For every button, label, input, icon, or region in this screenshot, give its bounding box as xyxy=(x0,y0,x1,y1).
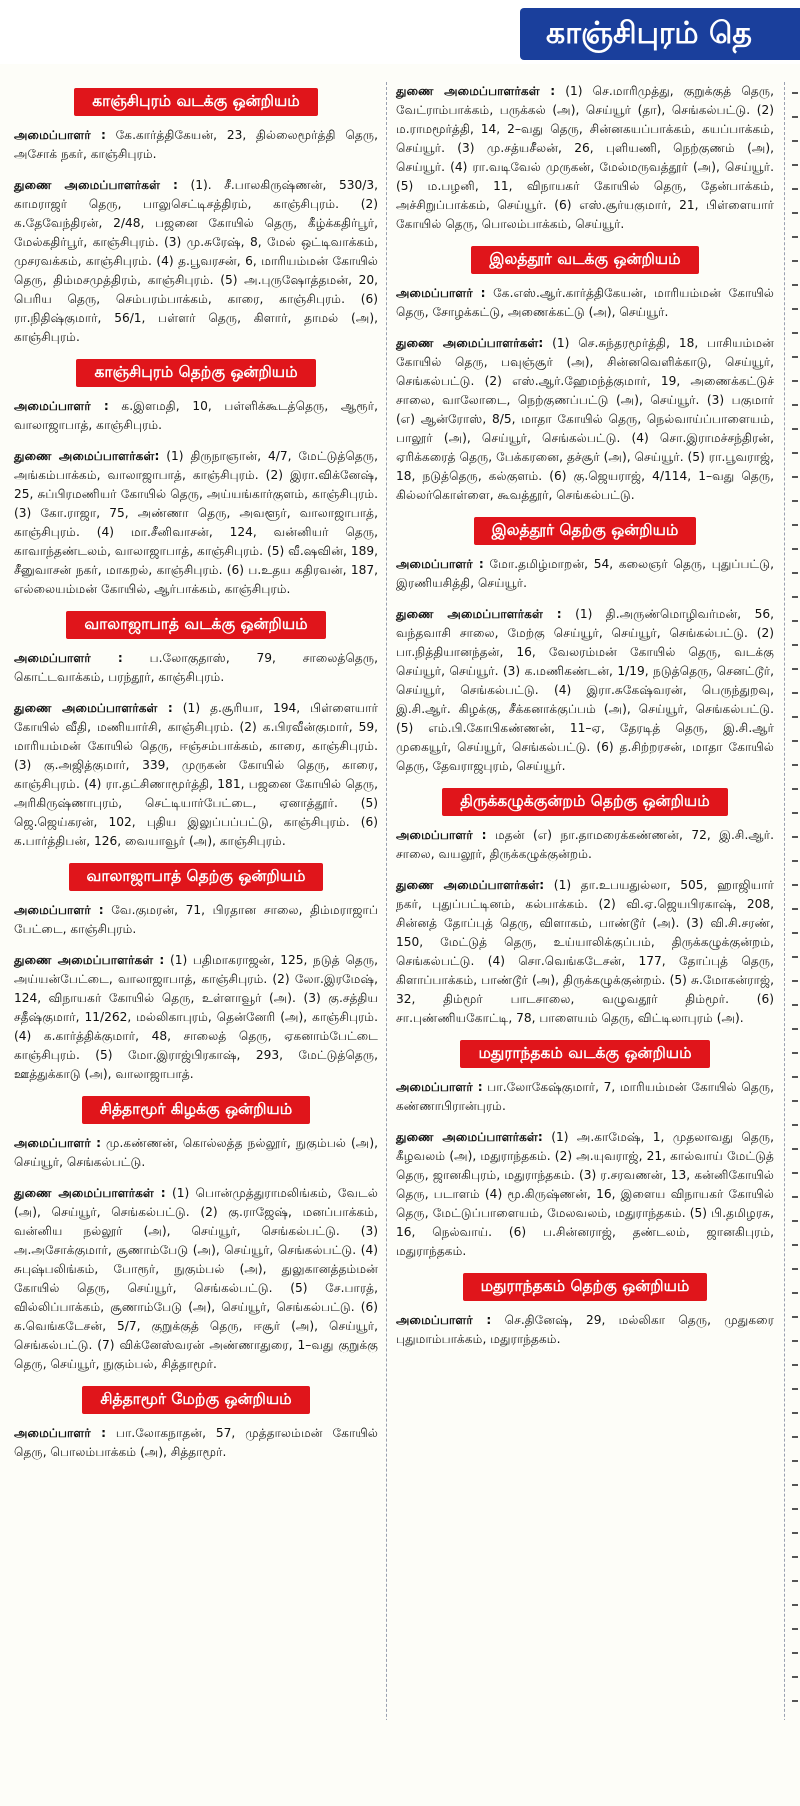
cropped-text-fragment xyxy=(792,1028,798,1030)
member-entry xyxy=(396,1078,774,1116)
section-heading-wrap xyxy=(10,1386,382,1414)
entry-label: அமைப்பாளர் : xyxy=(396,286,486,300)
cropped-text-fragment xyxy=(792,1316,798,1318)
cropped-text-fragment xyxy=(792,452,798,454)
cropped-text-fragment xyxy=(792,788,798,790)
cropped-text-fragment xyxy=(792,1412,798,1414)
page-banner xyxy=(0,0,800,64)
cropped-text-fragment xyxy=(792,1604,798,1606)
member-entry xyxy=(396,826,774,864)
entry-text: (1) பொன்முத்துராமலிங்கம், வேடல் (அ), செய்யூர், செங்கல்பட்டு. (2) கு.ராஜேஷ், மனப்பாக்கம், வன்னிய நல்லூர் (அ), செய்யூர், செங்கல்பட்டு. (3) அ.அசோக்குமார், சூணாம்பேடு (அ), செய்யூர், செங்கல்பட்டு. (4) சுபுஷ்பலிங்கம், போரூர், நுகும்பல் (அ), துலுகானத்தம்மன் கோயில் தெரு, செய்யூர், செங்கல்பட்டு. (5) சே.பாரத், வில்லிப்பாக்கம், சூணாம்பேடு (அ), செய்யூர், செங்கல்பட்டு. (6) க.வெங்கடேசன், 5/7, குறுக்குத் தெரு, ஈசூர் (அ), செய்யூர், செங்கல்பட்டு. (7) விக்னேஸ்வரன் அண்ணாதுரை, 1–வது குறுக்கு தெரு, செய்யூர், நுகும்பல், சித்தாமூர். xyxy=(14,1186,378,1371)
member-entry xyxy=(14,1424,378,1462)
cropped-text-fragment xyxy=(792,1484,798,1486)
entry-label: அமைப்பாளர் : xyxy=(396,1080,483,1094)
cropped-text-fragment xyxy=(792,380,798,382)
section-heading-wrap xyxy=(10,359,382,387)
section-heading: திருக்கழுக்குன்றம் தெற்கு ஒன்றியம் xyxy=(442,788,727,816)
cropped-text-fragment xyxy=(792,332,798,334)
section-heading-wrap xyxy=(10,863,382,891)
section-heading: இலத்தூர் தெற்கு ஒன்றியம் xyxy=(474,517,697,545)
cropped-text-fragment xyxy=(792,428,798,430)
cropped-text-fragment xyxy=(792,308,798,310)
section-heading: மதுராந்தகம் வடக்கு ஒன்றியம் xyxy=(460,1040,709,1068)
cropped-text-fragment xyxy=(792,740,798,742)
cropped-right-column xyxy=(790,82,800,1782)
cropped-text-fragment xyxy=(792,1268,798,1270)
entry-text: (1) செ.சுந்தரமூர்த்தி, 18, பாசியம்மன் கோயில் தெரு, பவுஞ்சூர் (அ), சின்னவெளிக்காடு, செய்யூர், செங்கல்பட்டு. (2) எஸ்.ஆர்.ஹேமந்த்குமார், 19, அணைக்கட்டுச் சாலை, வாலோடை, நெற்குணப்பட்டு (அ), செய்யூர். (3) பகுமார் (எ) ஆன்ரோஸ், 8/5, மாதா கோயில் தெரு, நெல்வாய்ப்பாளையம், பாலூர் (அ), செய்யூர், செங்கல்பட்டு. (4) சொ.இராமச்சந்திரன், ஏரிக்கரைத் தெரு, பேக்கரனை, தச்சூர் (அ), செய்யூர். (5) ரா.பூவராஜ், 18, நடுத்தெரு, கல்குளம். (6) கு.ஜெயராஜ், 4/114, 1–வது தெரு, கில்லர்கொள்ளை, கூவத்தூர், செங்கல்பட்டு. xyxy=(396,336,774,502)
section-heading: வாலாஜாபாத் வடக்கு ஒன்றியம் xyxy=(66,611,325,639)
cropped-text-fragment xyxy=(792,1292,798,1294)
middle-column xyxy=(392,82,778,1361)
entry-text: க.இளமதி, 10, பள்ளிக்கூடத்தெரு, ஆரூர், வாலாஜாபாத், காஞ்சிபுரம். xyxy=(14,399,379,432)
entry-label: அமைப்பாளர் : xyxy=(14,903,104,917)
cropped-text-fragment xyxy=(792,1004,798,1006)
entry-label: அமைப்பாளர் : xyxy=(396,1313,492,1327)
entry-label: துணை அமைப்பாளர்கள்: xyxy=(396,1130,543,1144)
member-entry xyxy=(396,1311,774,1349)
section-heading-wrap xyxy=(392,788,778,816)
cropped-text-fragment xyxy=(792,1076,798,1078)
cropped-text-fragment xyxy=(792,356,798,358)
cropped-text-fragment xyxy=(792,548,798,550)
page-bottom-margin xyxy=(0,1720,800,1806)
cropped-text-fragment xyxy=(792,980,798,982)
cropped-text-fragment xyxy=(792,1172,798,1174)
member-entry xyxy=(396,1128,774,1261)
cropped-text-fragment xyxy=(792,1700,798,1702)
member-entry xyxy=(14,176,378,347)
cropped-text-fragment xyxy=(792,212,798,214)
section-heading: இலத்தூர் வடக்கு ஒன்றியம் xyxy=(471,246,698,274)
entry-text: கே.எஸ்.ஆர்.கார்த்திகேயன், மாரியம்மன் கோயில் தெரு, சோழக்கட்டு, அணைக்கட்டு (அ), செய்யூர். xyxy=(396,286,775,319)
member-entry xyxy=(14,699,378,851)
cropped-text-fragment xyxy=(792,836,798,838)
cropped-text-fragment xyxy=(792,1244,798,1246)
cropped-text-fragment xyxy=(792,188,798,190)
entry-text: மு.கண்ணன், கொல்லத்த நல்லூர், நுகும்பல் (அ), செய்யூர், செங்கல்பட்டு. xyxy=(14,1136,378,1169)
cropped-text-fragment xyxy=(792,884,798,886)
cropped-text-fragment xyxy=(792,1532,798,1534)
entry-label: துணை அமைப்பாளர்கள் : xyxy=(14,701,173,715)
member-entry xyxy=(14,1134,378,1172)
entry-label: அமைப்பாளர் : xyxy=(14,128,106,142)
entry-label: அமைப்பாளர் : xyxy=(14,1426,106,1440)
entry-label: துணை அமைப்பாளர்கள் : xyxy=(396,607,562,621)
cropped-text-fragment xyxy=(792,1196,798,1198)
section-heading-wrap xyxy=(392,517,778,545)
member-entry xyxy=(14,397,378,435)
entry-text: பா.லோகேஷ்குமார், 7, மாரியம்மன் கோயில் தெரு, கண்ணாபிரான்புரம். xyxy=(396,1080,775,1113)
cropped-text-fragment xyxy=(792,716,798,718)
section-heading: சித்தாமூர் மேற்கு ஒன்றியம் xyxy=(82,1386,309,1414)
entry-text: பா.லோகநாதன், 57, முத்தாலம்மன் கோயில் தெரு, பொலம்பாக்கம் (அ), சித்தாமூர். xyxy=(14,1426,378,1459)
cropped-text-fragment xyxy=(792,908,798,910)
entry-label: துணை அமைப்பாளர்கள் : xyxy=(14,953,165,967)
entry-label: துணை அமைப்பாளர்கள் : xyxy=(14,178,178,192)
cropped-text-fragment xyxy=(792,1220,798,1222)
member-entry xyxy=(396,334,774,505)
entry-label: துணை அமைப்பாளர்கள் : xyxy=(14,1186,166,1200)
cropped-text-fragment xyxy=(792,1052,798,1054)
entry-label: அமைப்பாளர் : xyxy=(396,828,487,842)
entry-text: (1) பதிமாகராஜன், 125, நடுத் தெரு, அய்யன்பேட்டை, வாலாஜாபாத், காஞ்சிபுரம். (2) லோ.இரமேஷ், 124, விநாயகர் கோயில் தெரு, உள்ளாவூர் (அ). (3) கு.சத்திய சதீஷ்குமார், 11/262, மல்லிகாபுரம், தென்னேரி (அ), காஞ்சிபுரம். (4) க.கார்த்திக்குமார், 48, சாலைத் தெரு, ஏகனாம்பேட்டை காஞ்சிபுரம். (5) மோ.இராஜ்பிரகாஷ், 293, மேட்டுத்தெரு, ஊத்துக்காடு (அ), வாலாஜாபாத். xyxy=(14,953,378,1081)
entry-text: (1). சீ.பாலகிருஷ்ணன், 530/3, காமராஜர் தெரு, பாலுசெட்டிசத்திரம், காஞ்சிபுரம். (2) க.தேவேந்திரன், 2/48, பஜனை கோயில் தெரு, கீழ்க்கதிர்பூர், மேல்கதிர்பூர், காஞ்சிபுரம். (3) மு.சுரேஷ், 8, மேல் ஒட்டிவாக்கம், முசரவக்கம், காஞ்சிபுரம். (4) த.பூவரசன், 6, மாரியம்மன் கோயில் தெரு, திம்மசமுத்திரம், காஞ்சிபுரம். (5) அ.புருஷோத்தமன், 20, பெரிய தெரு, செம்பரம்பாக்கம், காரை, காஞ்சிபுரம். (6) ரா.நிதிஷ்குமார், 56/1, பள்ளர் தெரு, கிளார், தாமல் (அ), காஞ்சிபுரம். xyxy=(14,178,378,344)
section-heading: மதுராந்தகம் தெற்கு ஒன்றியம் xyxy=(463,1273,708,1301)
cropped-text-fragment xyxy=(792,668,798,670)
member-entry xyxy=(396,605,774,776)
member-entry xyxy=(396,555,774,593)
cropped-text-fragment xyxy=(792,236,798,238)
cropped-text-fragment xyxy=(792,644,798,646)
section-heading: சித்தாமூர் கிழக்கு ஒன்றியம் xyxy=(82,1096,310,1124)
entry-label: அமைப்பாளர் : xyxy=(14,399,109,413)
cropped-text-fragment xyxy=(792,500,798,502)
continued-entry xyxy=(396,82,774,234)
entry-text: (1) த.சூரியா, 194, பிள்ளையார் கோயில் வீதி, மணியார்சி, காஞ்சிபுரம். (2) க.பிரவீன்குமார், 59, மாரியம்மன் கோயில் தெரு, ஈஞ்சம்பாக்கம், காரை, காஞ்சிபுரம். (3) கு.அஜித்குமார், 339, முருகன் கோயில் தெரு, காரை, காஞ்சிபுரம். (4) ரா.தட்சிணாமூர்த்தி, 181, பஜனை கோயில் தெரு, அரிகிருஷ்ணாபுரம், செட்டியார்பேட்டை, ஏனாத்தூர். (5) ஜெ.ஜெய்கரன், 102, புதிய இலுப்பப்பட்டு, காஞ்சிபுரம். (6) க.பார்த்திபன், 126, வையாவூர் (அ), காஞ்சிபுரம். xyxy=(14,701,378,848)
member-entry xyxy=(14,126,378,164)
cropped-text-fragment xyxy=(792,764,798,766)
left-column xyxy=(10,82,382,1474)
section-heading-wrap xyxy=(392,1040,778,1068)
cropped-text-fragment xyxy=(792,1124,798,1126)
section-heading: வாலாஜாபாத் தெற்கு ஒன்றியம் xyxy=(69,863,324,891)
entry-label: துணை அமைப்பாளர்கள்: xyxy=(14,449,160,463)
entry-label: துணை அமைப்பாளர்கள்: xyxy=(396,336,544,350)
cropped-text-fragment xyxy=(792,260,798,262)
cropped-text-fragment xyxy=(792,1628,798,1630)
section-heading-wrap xyxy=(10,611,382,639)
section-heading-wrap xyxy=(10,88,382,116)
cropped-text-fragment xyxy=(792,1676,798,1678)
entry-label: துணை அமைப்பாளர்கள்: xyxy=(396,878,545,892)
member-entry xyxy=(14,447,378,599)
section-heading-wrap xyxy=(392,1273,778,1301)
cropped-text-fragment xyxy=(792,476,798,478)
cropped-text-fragment xyxy=(792,596,798,598)
cropped-text-fragment xyxy=(792,1556,798,1558)
member-entry xyxy=(14,1184,378,1374)
cropped-text-fragment xyxy=(792,572,798,574)
cropped-text-fragment xyxy=(792,164,798,166)
entry-text: கே.கார்த்திகேயன், 23, தில்லைமூர்த்தி தெரு, அசோக் நகர், காஞ்சிபுரம். xyxy=(14,128,378,161)
cropped-text-fragment xyxy=(792,92,798,94)
cropped-text-fragment xyxy=(792,1652,798,1654)
entry-label: அமைப்பாளர் : xyxy=(14,651,123,665)
cropped-text-fragment xyxy=(792,140,798,142)
newspaper-page xyxy=(0,64,800,1806)
member-entry xyxy=(396,876,774,1028)
cropped-text-fragment xyxy=(792,932,798,934)
column-divider xyxy=(784,82,785,1782)
cropped-text-fragment xyxy=(792,1148,798,1150)
section-heading-wrap xyxy=(392,246,778,274)
entry-label: அமைப்பாளர் : xyxy=(14,1136,101,1150)
entry-text: மதன் (எ) நா.தாமரைக்கண்ணன், 72, இ.சி.ஆர். சாலை, வயலூர், திருக்கழுக்குன்றம். xyxy=(396,828,774,861)
member-entry xyxy=(14,901,378,939)
cropped-text-fragment xyxy=(792,1340,798,1342)
cropped-text-fragment xyxy=(792,692,798,694)
entry-text: (1) தி.அருண்மொழிவர்மன், 56, வந்தவாசி சாலை, மேற்கு செய்யூர், செய்யூர், செங்கல்பட்டு. (2) பா.நித்தியானந்தன், 16, வேலரம்மன் கோயில் தெரு, வடக்கு செய்யூர், செய்யூர். (3) க.மணிகண்டன், 1/19, நடுத்தெரு, செனட்டூர், செய்யூர், செங்கல்பட்டு. (4) இரா.சுகேஷ்வரன், பெருந்துறவு, இ.சி.ஆர். கிழக்கு, சீக்கனாக்குப்பம் (அ), செய்யூர், செங்கல்பட்டு. (5) எம்.பி.கோபிகண்ணன், 11–ஏ, தேரடித் தெரு, இ.சி.ஆர் முகையூர், செய்யூர், செங்கல்பட்டு. (6) த.சிற்றரசன், மாதா கோயில் தெரு, தேவராஜபுரம், செய்யூர். xyxy=(396,607,774,773)
entry-text: செ.தினேஷ், 29, மல்லிகா தெரு, முதுகரை புதுமாம்பாக்கம், மதுராந்தகம். xyxy=(396,1313,775,1346)
column-divider xyxy=(386,82,387,1782)
member-entry xyxy=(14,951,378,1084)
cropped-text-fragment xyxy=(792,956,798,958)
section-heading: காஞ்சிபுரம் வடக்கு ஒன்றியம் xyxy=(74,88,318,116)
entry-label: துணை அமைப்பாளர்கள் : xyxy=(396,84,556,98)
entry-text: (1) அ.காமேஷ், 1, முதலாவது தெரு, கீழவலம் (அ), மதுராந்தகம். (2) அ.யுவராஜ், 21, கால்வாய் மேட்டுத் தெரு, ஜானகிபுரம், மதுராந்தகம். (3) ர.சரவணன், 13, கன்னிகோயில் தெரு, படாளம் (4) மூ.கிருஷ்ணன், 16, இளைய விநாயகர் கோயில் தெரு, மேட்டுப்பாளையம், மேலவலம், மதுராந்தகம். (5) பி.தமிழரசு, 16, நெல்வாய். (6) ப.சின்னராஜ், தண்டலம், ஜானகிபுரம், மதுராந்தகம். xyxy=(396,1130,774,1258)
cropped-text-fragment xyxy=(792,1508,798,1510)
entry-text: (1) தா.உபயதுல்லா, 505, ஹாஜியார் நகர், புதுப்பட்டினம், கல்பாக்கம். (2) வி.ஏ.ஜெயபிரகாஷ், 208, சின்னத் தோப்புத் தெரு, விளாகம், பாண்டூர் (அ). (3) வி.சி.சரண், 150, மேட்டுத் தெரு, உய்யாலிக்குப்பம், திருக்கழுக்குன்றம், செங்கல்பட்டு. (4) சொ.வெங்கடேசன், 177, தோப்புத் தெரு, கிளாப்பாக்கம், பாண்டூர் (அ), திருக்கழுக்குன்றம். (5) சு.மோகன்ராஜ், 32, திம்மூர் பாடசாலை, வழுவதூர் திம்மூர். (6) சா.புண்ணியகோட்டி, 78, பாளையம் தெரு, விட்டிலாபுரம் (அ). xyxy=(396,878,774,1025)
cropped-text-fragment xyxy=(792,1436,798,1438)
member-entry xyxy=(14,649,378,687)
entry-label: அமைப்பாளர் : xyxy=(396,557,484,571)
cropped-text-fragment xyxy=(792,1100,798,1102)
cropped-text-fragment xyxy=(792,524,798,526)
cropped-text-fragment xyxy=(792,1460,798,1462)
cropped-text-fragment xyxy=(792,1388,798,1390)
entry-text: வே.குமரன், 71, பிரதான சாலை, திம்மராஜாப் பேட்டை, காஞ்சிபுரம். xyxy=(14,903,378,936)
cropped-text-fragment xyxy=(792,1580,798,1582)
entry-text: மோ.தமிழ்மாறன், 54, கலைஞர் தெரு, புதுப்பட்டு, இரணியசித்தி, செய்யூர். xyxy=(396,557,774,590)
cropped-text-fragment xyxy=(792,620,798,622)
member-entry xyxy=(396,284,774,322)
cropped-text-fragment xyxy=(792,812,798,814)
entry-text: (1) செ.மாரிமுத்து, குறுக்குத் தெரு, வேட்ராம்பாக்கம், பருக்கல் (அ), செய்யூர் (தா), செங்கல்பட்டு. (2) ம.ராமமூர்த்தி, 14, 2–வது தெரு, சின்னகயப்பாக்கம், கயப்பாக்கம், செய்யூர். (3) மு.சத்யசீலன், 26, புளியணி, நெற்குணம் (அ), செய்யூர். (4) ரா.வடிவேல் முருகன், மேல்மருவத்தூர் (அ), செய்யூர். (5) ம.பழனி, 11, விநாயகர் கோயில் தெரு, தேன்பாக்கம், அச்சிறுப்பாக்கம், செய்யூர். (6) எஸ்.சூர்யகுமார், 21, பிள்ளையார் கோயில் தெரு, பொலம்பாக்கம், செய்யூர். xyxy=(396,84,774,231)
cropped-text-fragment xyxy=(792,860,798,862)
cropped-text-fragment xyxy=(792,116,798,118)
cropped-text-fragment xyxy=(792,284,798,286)
banner-title: காஞ்சிபுரம் தெ xyxy=(520,8,800,60)
entry-text: (1) திருநாஞான், 4/7, மேட்டுத்தெரு, அங்கம்பாக்கம், வாலாஜாபாத், காஞ்சிபுரம். (2) இரா.விக்னேஷ், 25, சுப்பிரமணியர் கோயில் தெரு, அய்யங்கார்குளம், காஞ்சிபுரம். (3) கோ.ராஜா, 75, அண்ணா தெரு, அவளூர், வாலாஜாபாத், காஞ்சிபுரம். (4) மா.சீனிவாசன், 124, வன்னியர் தெரு, காவாந்தண்டலம், வாலாஜாபாத், காஞ்சிபுரம். (5) வீ.ஷவின், 189, சீனுவாசன் நகர், மாகறல், காஞ்சிபுரம். (6) ப.உதய கதிரவன், 187, எல்லையம்மன் கோயில், ஆர்பாக்கம், காஞ்சிபுரம். xyxy=(14,449,378,596)
section-heading: காஞ்சிபுரம் தெற்கு ஒன்றியம் xyxy=(76,359,315,387)
cropped-text-fragment xyxy=(792,1364,798,1366)
section-heading-wrap xyxy=(10,1096,382,1124)
entry-text: ப.லோகுதாஸ், 79, சாலைத்தெரு, கொட்டவாக்கம், பரந்தூர், காஞ்சிபுரம். xyxy=(14,651,379,684)
cropped-text-fragment xyxy=(792,404,798,406)
